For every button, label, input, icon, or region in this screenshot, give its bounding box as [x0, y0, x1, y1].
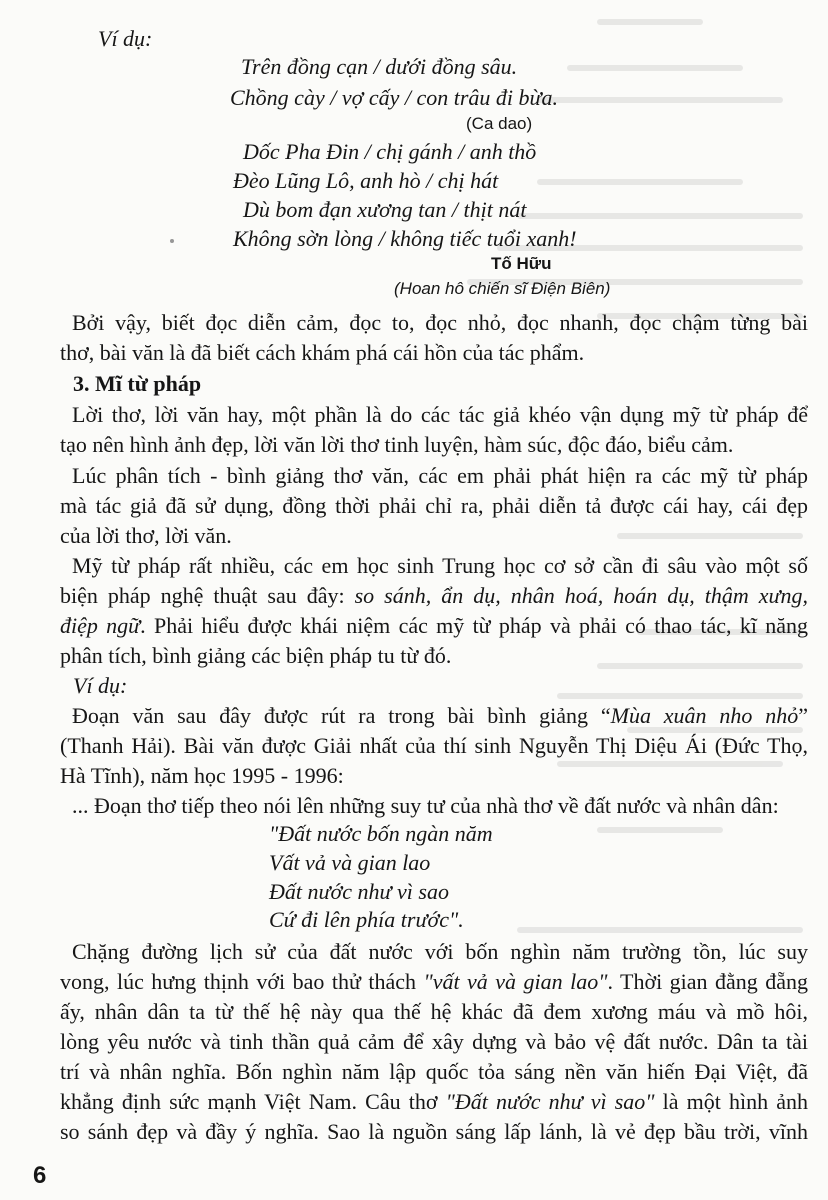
paragraph-line	[60, 969, 808, 995]
paragraph-line: Bởi vậy, biết đọc diễn cảm, đọc to, đọc nhỏ, đọc nhanh, đọc chậm từng bài	[72, 310, 808, 335]
page-number: 6	[33, 1162, 47, 1189]
work-title: Mùa xuân nho nhỏ	[610, 703, 799, 728]
text-run: Đoạn văn sau đây được rút ra trong bài bình giảng “	[72, 703, 611, 728]
paragraph-line: mà tác giả đã sử dụng, đồng thời phải chỉ ra, phải diễn tả được cái hay, cái đẹp	[60, 493, 808, 518]
poem-line: Vất vả và gian lao	[269, 850, 431, 875]
section-heading: 3. Mĩ từ pháp	[73, 371, 202, 396]
poem-line: Cứ đi lên phía trước".	[269, 907, 464, 932]
poem-line: Đất nước như vì sao	[269, 879, 449, 904]
text-run: vong, lúc hưng thịnh với bao thử thách	[60, 969, 424, 994]
quoted-phrase: "Đất nước như vì sao"	[445, 1089, 655, 1114]
example-label: Ví dụ:	[73, 673, 128, 698]
paragraph-line: Lúc phân tích - bình giảng thơ văn, các em phải phát hiện ra các mỹ từ pháp	[72, 463, 808, 488]
paragraph-line: Hà Tĩnh), năm học 1995 - 1996:	[60, 763, 344, 788]
poem-line: Trên đồng cạn / dưới đồng sâu.	[241, 54, 518, 79]
text-run: ”	[798, 703, 808, 728]
paragraph-line: ... Đoạn thơ tiếp theo nói lên những suy tư của nhà thơ về đất nước và nhân dân:	[72, 793, 779, 818]
text-run: biện pháp nghệ thuật sau đây:	[60, 583, 355, 608]
paragraph-line	[72, 703, 808, 729]
paragraph-line: Chặng đường lịch sử của đất nước với bốn nghìn năm trường tồn, lúc suy	[72, 939, 808, 964]
paragraph-line: thơ, bài văn là đã biết cách khám phá cái hồn của tác phẩm.	[60, 340, 585, 365]
poem-line: Chồng cày / vợ cấy / con trâu đi bừa.	[230, 85, 559, 110]
paragraph-line	[60, 583, 808, 609]
paragraph-line: ấy, nhân dân ta từ thế hệ này qua thế hệ khác đã đem xương máu và mồ hôi,	[60, 999, 808, 1024]
paragraph-line: so sánh đẹp và đầy ý nghĩa. Sao là nguồn sáng lấp lánh, là vẻ đẹp bầu trời, vĩnh	[60, 1119, 808, 1144]
paragraph-line: của lời thơ, lời văn.	[60, 523, 232, 548]
text-run: . Phải hiểu được khái niệm các mỹ từ pháp và phải có thao tác, kĩ năng	[140, 613, 808, 638]
poem-source: (Ca dao)	[466, 114, 533, 133]
paragraph-line: (Thanh Hải). Bài văn được Giải nhất của thí sinh Nguyễn Thị Diệu Ái (Đức Thọ,	[60, 733, 808, 758]
paragraph-line: lòng yêu nước và tinh thần quả cảm để xây dựng và bảo vệ đất nước. Dân ta tài	[60, 1029, 808, 1054]
paragraph-line: tạo nên hình ảnh đẹp, lời văn lời thơ tinh luyện, hàm súc, độc đáo, biểu cảm.	[60, 432, 734, 457]
text-run: là một hình ảnh	[654, 1089, 809, 1114]
paragraph-line: trí và nhân nghĩa. Bốn nghìn năm lập quốc tỏa sáng nền văn hiến Đại Việt, đã	[60, 1059, 808, 1084]
paragraph-line	[60, 1089, 808, 1115]
poem-author: Tố Hữu	[491, 254, 552, 273]
poem-line: Đèo Lũng Lô, anh hò / chị hát	[233, 168, 499, 193]
poem-source: (Hoan hô chiến sĩ Điện Biên)	[394, 279, 611, 298]
text-run: khẳng định sức mạnh Việt Nam. Câu thơ	[60, 1089, 446, 1114]
poem-line: Dù bom đạn xương tan / thịt nát	[243, 197, 527, 222]
paragraph-line: Mỹ từ pháp rất nhiều, các em học sinh Trung học cơ sở cần đi sâu vào một số	[72, 553, 808, 578]
poem-line: "Đất nước bốn ngàn năm	[269, 821, 493, 846]
poem-line: Không sờn lòng / không tiếc tuổi xanh!	[233, 226, 577, 251]
italic-term: điệp ngữ	[60, 613, 141, 638]
text-run: . Thời gian đằng đẵng	[607, 969, 808, 994]
paragraph-line: Lời thơ, lời văn hay, một phần là do các tác giả khéo vận dụng mỹ từ pháp để	[72, 402, 808, 427]
quoted-phrase: "vất vả và gian lao"	[423, 969, 608, 994]
italic-term-list: so sánh, ẩn dụ, nhân hoá, hoán dụ, thậm xưng,	[354, 583, 808, 608]
example-label: Ví dụ:	[98, 26, 153, 51]
paragraph-line: phân tích, bình giảng các biện pháp tu từ đó.	[60, 643, 452, 668]
poem-line: Dốc Pha Đin / chị gánh / anh thồ	[243, 139, 537, 164]
paragraph-line	[60, 613, 808, 639]
